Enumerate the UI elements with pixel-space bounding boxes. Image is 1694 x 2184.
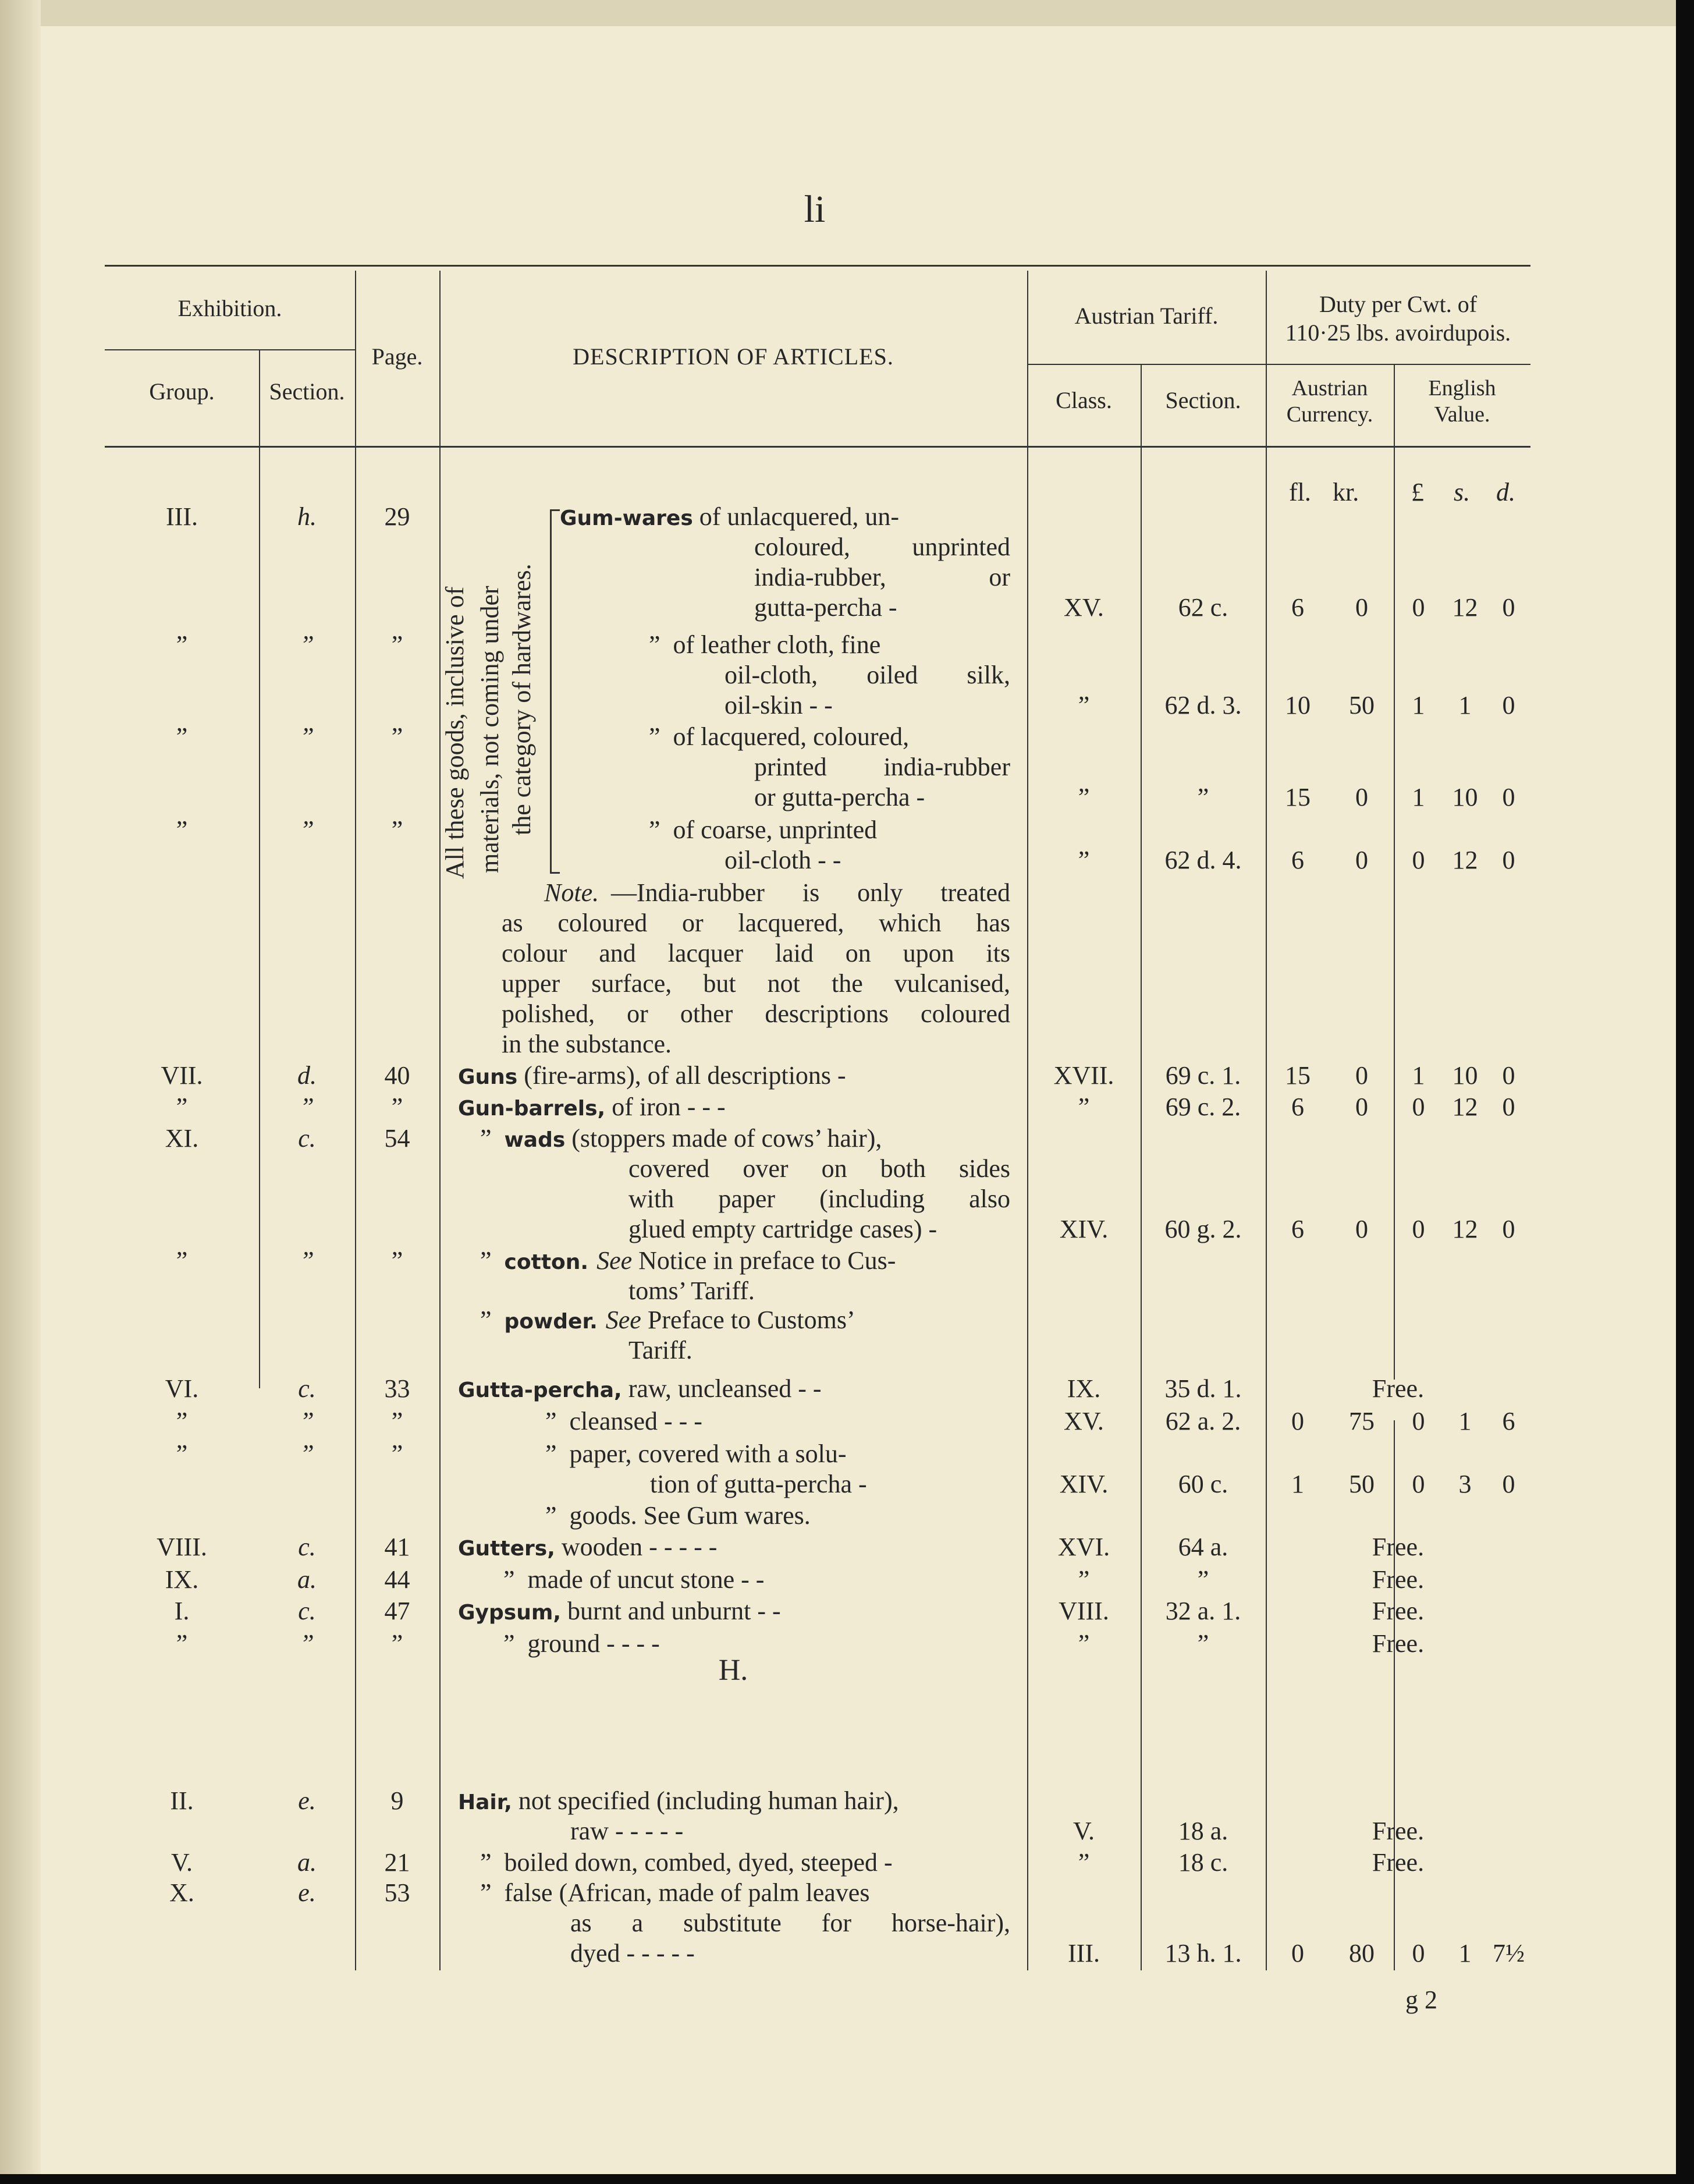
description-line: printed india-rubber: [754, 753, 1010, 781]
group-cell: V.: [171, 1848, 193, 1877]
tariff-class-cell: XIV.: [1059, 1470, 1109, 1498]
section-cell: ”: [300, 1246, 314, 1275]
description-line: india-rubber, or: [754, 563, 1010, 591]
tariff-class-cell: ”: [1078, 846, 1090, 874]
page-cell: 40: [384, 1061, 410, 1090]
tariff-section-cell: 69 c. 2.: [1165, 1093, 1241, 1121]
kr-value: 0: [1355, 593, 1368, 622]
tariff-section-cell: 62 d. 4.: [1164, 846, 1242, 874]
col-rule-currency-lower: [1394, 1420, 1395, 1970]
entry-term: Gypsum,: [458, 1601, 562, 1625]
page-top-edge: [0, 0, 1676, 26]
s-value: 1: [1458, 691, 1472, 719]
kr-value: 0: [1355, 783, 1368, 811]
description-text: cleansed - - -: [569, 1407, 702, 1435]
ditto-mark: ”: [545, 1440, 557, 1468]
fl-value: 1: [1291, 1470, 1304, 1498]
tariff-class-cell: XV.: [1064, 593, 1104, 622]
description-line: tion of gutta-percha -: [650, 1470, 867, 1498]
tariff-section-cell: ”: [1197, 783, 1209, 811]
tariff-section-cell: 64 a.: [1178, 1533, 1228, 1561]
tariff-section-cell: 62 c.: [1178, 593, 1228, 622]
description-line: [458, 1374, 822, 1406]
header-austrian-currency-1: Austrian: [1291, 376, 1368, 400]
s-value: 10: [1452, 1061, 1478, 1090]
section-cell: ”: [300, 1093, 314, 1121]
unit-fl: fl.: [1289, 478, 1311, 506]
header-section: Section.: [269, 378, 345, 405]
tariff-class-cell: XV.: [1064, 1407, 1104, 1435]
group-cell: ”: [176, 1440, 188, 1468]
description-text: Preface to Customs’: [641, 1306, 855, 1334]
table-top-rule: [105, 265, 1530, 267]
page-number: li: [804, 188, 826, 231]
description-text: Notice in preface to Cus-: [632, 1246, 896, 1275]
tariff-class-cell: VIII.: [1059, 1597, 1109, 1625]
page-cell: 53: [384, 1878, 410, 1907]
description-text: paper, covered with a solu-: [569, 1440, 847, 1468]
description-line: dyed - - - - -: [570, 1939, 695, 1967]
header-tariff-class: Class.: [1056, 387, 1112, 413]
section-cell: ”: [300, 816, 314, 844]
section-cell: ”: [300, 1407, 314, 1435]
tariff-class-cell: XVI.: [1057, 1533, 1110, 1561]
tariff-class-cell: XIV.: [1059, 1215, 1109, 1243]
l-value: 0: [1412, 1215, 1425, 1243]
description-line: gutta-percha -: [754, 593, 897, 622]
group-cell: VII.: [161, 1061, 203, 1090]
description-text: not specified (including human hair),: [512, 1786, 899, 1815]
section-cell: e.: [298, 1786, 316, 1815]
ditto-mark: ”: [480, 1878, 492, 1907]
description-line: oil-cloth, oiled silk,: [725, 661, 1010, 689]
header-austrian-currency-2: Currency.: [1286, 402, 1373, 427]
header-group: Group.: [149, 378, 215, 405]
group-cell: ”: [176, 1093, 188, 1121]
group-cell: ”: [176, 1246, 188, 1275]
l-value: 0: [1412, 1093, 1425, 1121]
description-text: of unlacquered, un-: [692, 502, 900, 531]
note-line: colour and lacquer laid on upon its: [502, 939, 1010, 967]
group-cell: I.: [174, 1597, 190, 1625]
l-value: 0: [1412, 1470, 1425, 1498]
section-cell: h.: [297, 502, 317, 531]
tariff-section-cell: 18 a.: [1178, 1817, 1228, 1845]
tariff-section-cell: 35 d. 1.: [1164, 1374, 1242, 1403]
tariff-section-cell: 18 c.: [1178, 1848, 1228, 1877]
fl-value: 15: [1285, 783, 1311, 811]
description-line: [480, 1123, 882, 1155]
ditto-mark: ”: [545, 1501, 557, 1530]
ditto-mark: ”: [649, 630, 660, 659]
group-cell: X.: [169, 1878, 194, 1907]
rotated-note-line3: the category of hardwares.: [507, 563, 536, 835]
s-value: 1: [1458, 1939, 1472, 1967]
description-text: made of uncut stone - -: [527, 1565, 765, 1594]
d-value: 0: [1502, 1470, 1515, 1498]
description-line: [560, 502, 899, 534]
d-value: 0: [1502, 593, 1515, 622]
tariff-class-cell: XVII.: [1053, 1061, 1114, 1090]
section-cell: e.: [298, 1878, 316, 1907]
note-line: polished, or other descriptions coloured: [502, 999, 1010, 1028]
page-gutter: [0, 0, 41, 2174]
section-cell: ”: [300, 722, 314, 751]
l-value: 1: [1412, 1061, 1425, 1090]
page-cell: 54: [384, 1124, 410, 1153]
description-text: wooden - - - - -: [555, 1533, 718, 1561]
d-value: 0: [1502, 783, 1515, 811]
page-cell: ”: [391, 1093, 403, 1121]
description-line: oil-skin - -: [725, 691, 833, 719]
description-line: [649, 630, 880, 660]
tariff-section-cell: 69 c. 1.: [1165, 1061, 1241, 1090]
page-cell: ”: [391, 816, 403, 844]
rotated-note-line1: All these goods, inclusive of: [441, 586, 469, 879]
section-cell: a.: [297, 1848, 317, 1877]
s-value: 3: [1458, 1470, 1472, 1498]
page-cell: ”: [391, 1407, 403, 1435]
section-cell: a.: [297, 1565, 317, 1594]
group-cell: ”: [176, 1407, 188, 1435]
fl-value: 0: [1291, 1407, 1304, 1435]
s-value: 12: [1452, 1215, 1478, 1243]
tariff-class-cell: ”: [1078, 1093, 1090, 1121]
fl-value: 6: [1291, 1093, 1304, 1121]
free-value: Free.: [1372, 1533, 1425, 1561]
description-line: [480, 1305, 855, 1337]
tariff-section-cell: ”: [1197, 1629, 1209, 1658]
page-cell: 21: [384, 1848, 410, 1877]
tariff-class-cell: ”: [1078, 691, 1090, 719]
d-value: 0: [1502, 1093, 1515, 1121]
d-value: 7½: [1493, 1939, 1525, 1967]
unit-kr: kr.: [1333, 478, 1359, 506]
header-description: DESCRIPTION OF ARTICLES.: [573, 343, 894, 370]
group-cell: XI.: [165, 1124, 199, 1153]
description-line: glued empty cartridge cases) -: [628, 1215, 937, 1243]
description-text: (fire-arms), of all descriptions -: [517, 1061, 846, 1090]
entry-term: wads: [504, 1128, 566, 1152]
fl-value: 6: [1291, 593, 1304, 622]
free-value: Free.: [1372, 1597, 1425, 1625]
header-austrian-tariff: Austrian Tariff.: [1074, 303, 1219, 329]
group-cell: VI.: [165, 1374, 199, 1403]
description-line: [458, 1786, 899, 1818]
group-cell: ”: [176, 722, 188, 751]
description-line: with paper (including also: [628, 1185, 1010, 1213]
entry-term: Hair,: [458, 1791, 512, 1814]
description-line: [458, 1596, 781, 1628]
see-reference: See: [605, 1306, 641, 1334]
header-english-value-2: Value.: [1434, 402, 1490, 427]
description-line: toms’ Tariff.: [628, 1277, 755, 1305]
description-text: ground - - - -: [527, 1629, 660, 1658]
description-line: [480, 1878, 869, 1908]
entry-term: Gum-wares: [560, 506, 693, 530]
kr-value: 0: [1355, 1093, 1368, 1121]
description-text: of leather cloth, fine: [673, 630, 881, 659]
kr-value: 0: [1355, 1215, 1368, 1243]
d-value: 0: [1502, 1215, 1515, 1243]
page-cell: ”: [391, 1246, 403, 1275]
see-reference: See: [596, 1246, 633, 1275]
free-value: Free.: [1372, 1374, 1425, 1403]
fl-value: 6: [1291, 846, 1304, 874]
page-cell: 33: [384, 1374, 410, 1403]
description-line: [458, 1061, 846, 1093]
description-text: raw, uncleansed - -: [622, 1374, 822, 1403]
free-value: Free.: [1372, 1565, 1425, 1594]
group-cell: ”: [176, 630, 188, 659]
tariff-section-cell: 62 a. 2.: [1165, 1407, 1241, 1435]
kr-value: 50: [1349, 691, 1375, 719]
section-cell: ”: [300, 1440, 314, 1468]
description-line: as a substitute for horse-hair),: [570, 1909, 1010, 1937]
ditto-mark: ”: [503, 1565, 515, 1594]
kr-value: 75: [1349, 1407, 1375, 1435]
description-line: covered over on both sides: [628, 1154, 1010, 1183]
header-english-value-1: English: [1428, 376, 1496, 400]
l-value: 1: [1412, 691, 1425, 719]
kr-value: 0: [1355, 1061, 1368, 1090]
tariff-section-cell: 62 d. 3.: [1164, 691, 1242, 719]
rotated-note-line2: materials, not coming under: [475, 586, 504, 873]
page-cell: 47: [384, 1597, 410, 1625]
s-value: 12: [1452, 1093, 1478, 1121]
signature-mark: g 2: [1405, 1986, 1437, 2014]
description-line: [545, 1501, 811, 1531]
entry-term: Gutters,: [458, 1537, 555, 1561]
description-text: boiled down, combed, dyed, steeped -: [504, 1848, 893, 1877]
tariff-section-cell: 60 g. 2.: [1164, 1215, 1242, 1243]
group-cell: IX.: [165, 1565, 199, 1594]
free-value: Free.: [1372, 1848, 1425, 1877]
description-line: oil-cloth - -: [725, 846, 841, 874]
section-cell: d.: [297, 1061, 317, 1090]
group-cell: VIII.: [157, 1533, 207, 1561]
unit-s: s.: [1454, 478, 1471, 506]
header-exhibition: Exhibition.: [177, 295, 282, 321]
page-cell: 41: [384, 1533, 410, 1561]
fl-value: 6: [1291, 1215, 1304, 1243]
ditto-mark: ”: [480, 1848, 492, 1877]
description-line: [649, 815, 877, 845]
description-line: Tariff.: [628, 1336, 692, 1364]
tariff-subrule: [1027, 364, 1530, 365]
description-line: [545, 1406, 702, 1437]
bracket-brace: [550, 509, 560, 874]
fl-value: 0: [1291, 1939, 1304, 1967]
d-value: 0: [1502, 846, 1515, 874]
description-line: [649, 722, 909, 752]
section-cell: c.: [298, 1533, 316, 1561]
description-text: of iron - - -: [605, 1093, 726, 1121]
description-line: [480, 1246, 896, 1278]
group-cell: ”: [176, 816, 188, 844]
note-line: —India-rubber is only treated: [611, 878, 1010, 907]
description-text: of coarse, unprinted: [673, 816, 878, 844]
s-value: 12: [1452, 846, 1478, 874]
ditto-mark: ”: [480, 1246, 492, 1275]
tariff-section-cell: ”: [1197, 1565, 1209, 1594]
section-letter: H.: [718, 1654, 748, 1687]
page-cell: 9: [390, 1786, 404, 1815]
ditto-mark: ”: [649, 816, 660, 844]
header-bottom-rule: [105, 446, 1530, 448]
page-cell: ”: [391, 1440, 403, 1468]
unit-pound: £: [1411, 478, 1424, 506]
section-cell: ”: [300, 630, 314, 659]
s-value: 10: [1452, 783, 1478, 811]
tariff-class-cell: ”: [1078, 1848, 1090, 1877]
ditto-mark: ”: [503, 1629, 515, 1658]
note-line: upper surface, but not the vulcanised,: [502, 969, 1010, 998]
d-value: 6: [1502, 1407, 1515, 1435]
header-duty-line1: Duty per Cwt. of: [1319, 291, 1478, 317]
header-tariff-section: Section.: [1165, 387, 1241, 413]
description-text: burnt and unburnt - -: [561, 1597, 781, 1625]
s-value: 12: [1452, 593, 1478, 622]
section-cell: ”: [300, 1629, 314, 1658]
group-cell: ”: [176, 1629, 188, 1658]
description-text: false (African, made of palm leaves: [504, 1878, 870, 1907]
l-value: 0: [1412, 846, 1425, 874]
entry-term: Guns: [458, 1065, 518, 1089]
description-line: [480, 1848, 893, 1878]
tariff-section-cell: 32 a. 1.: [1165, 1597, 1241, 1625]
unit-d: d.: [1496, 478, 1515, 506]
group-cell: II.: [170, 1786, 194, 1815]
description-line: [458, 1092, 726, 1124]
description-text: (stoppers made of cows’ hair),: [565, 1124, 882, 1153]
section-cell: c.: [298, 1597, 316, 1625]
tariff-class-cell: ”: [1078, 783, 1090, 811]
note-label: Note.: [544, 878, 599, 907]
fl-value: 10: [1285, 691, 1311, 719]
ditto-mark: ”: [545, 1407, 557, 1435]
description-text: goods. See Gum wares.: [569, 1501, 811, 1530]
tariff-section-cell: 60 c.: [1178, 1470, 1228, 1498]
tariff-class-cell: V.: [1072, 1817, 1095, 1845]
page-cell: ”: [391, 722, 403, 751]
description-line: raw - - - - -: [570, 1817, 684, 1845]
l-value: 0: [1412, 1407, 1425, 1435]
l-value: 0: [1412, 593, 1425, 622]
description-line: or gutta-percha -: [754, 783, 925, 811]
kr-value: 80: [1349, 1939, 1375, 1967]
ditto-mark: ”: [649, 722, 660, 751]
tariff-class-cell: III.: [1068, 1939, 1100, 1967]
kr-value: 0: [1355, 846, 1368, 874]
section-cell: c.: [298, 1124, 316, 1153]
tariff-class-cell: IX.: [1067, 1374, 1101, 1403]
page-cell: ”: [391, 1629, 403, 1658]
col-rule-page: [439, 271, 441, 1970]
header-duty-line2: 110·25 lbs. avoirdupois.: [1285, 320, 1511, 346]
fl-value: 15: [1285, 1061, 1311, 1090]
entry-term: powder.: [504, 1310, 598, 1334]
entry-term: Gutta-percha,: [458, 1378, 622, 1402]
description-line: [503, 1565, 764, 1595]
free-value: Free.: [1372, 1629, 1425, 1658]
d-value: 0: [1502, 691, 1515, 719]
s-value: 1: [1458, 1407, 1472, 1435]
description-line: [458, 1532, 717, 1564]
note-line: in the substance.: [502, 1030, 672, 1058]
description-text: of lacquered, coloured,: [673, 722, 910, 751]
entry-term: Gun-barrels,: [458, 1097, 606, 1121]
page-cell: ”: [391, 630, 403, 659]
ditto-mark: ”: [480, 1124, 492, 1153]
l-value: 0: [1412, 1939, 1425, 1967]
d-value: 0: [1502, 1061, 1515, 1090]
entry-term: cotton.: [504, 1250, 589, 1274]
note-line: as coloured or lacquered, which has: [502, 909, 1010, 937]
l-value: 1: [1412, 783, 1425, 811]
page-cell: 44: [384, 1565, 410, 1594]
section-cell: c.: [298, 1374, 316, 1403]
exhibition-subrule: [105, 349, 355, 350]
tariff-class-cell: ”: [1078, 1565, 1090, 1594]
description-line: coloured, unprinted: [754, 533, 1010, 561]
free-value: Free.: [1372, 1817, 1425, 1845]
description-line: [545, 1439, 846, 1469]
tariff-class-cell: ”: [1078, 1629, 1090, 1658]
group-cell: III.: [166, 502, 198, 531]
header-page: Page.: [371, 343, 423, 370]
page-cell: 29: [384, 502, 410, 531]
kr-value: 50: [1349, 1470, 1375, 1498]
tariff-section-cell: 13 h. 1.: [1164, 1939, 1242, 1967]
ditto-mark: ”: [480, 1306, 492, 1334]
